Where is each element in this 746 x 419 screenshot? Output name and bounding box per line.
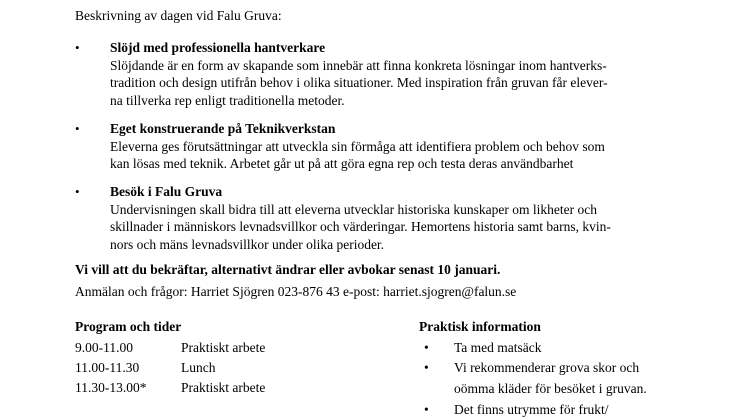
program-row — [75, 358, 216, 378]
program-time: 11.30-13.00* — [75, 380, 147, 395]
bullet-title: Slöjd med professionella hantverkare — [110, 40, 326, 55]
bullet-text-line: na tillverka rep enligt traditionella metoder. — [110, 92, 345, 108]
bullet-text-line: nors och mäns levnadsvillkor under olika perioder. — [110, 236, 385, 252]
bullet-marker: • — [75, 121, 80, 136]
program-activity: Praktiskt arbete — [181, 380, 266, 395]
bullet-text-line: Undervisningen skall bidra till att eleverna utvecklar historiska kunskaper om likheter och — [110, 201, 597, 217]
bullet-text-line: tradition och design utifrån behov i olika situationer. Med inspiration från gruvan får elever- — [110, 75, 608, 90]
bullet-marker: • — [424, 360, 429, 375]
practical-item-continued: oömma kläder för besöket i gruvan. — [454, 381, 647, 396]
program-time: 9.00-11.00 — [75, 340, 133, 355]
intro-heading: Beskrivning av dagen vid Falu Gruva: — [75, 8, 282, 23]
practical-item: Vi rekommenderar grova skor och — [454, 360, 640, 375]
program-activity: Praktiskt arbete — [181, 340, 266, 355]
bullet-item-besok — [110, 183, 670, 253]
bullet-text-line: skillnader i människors levnadsvillkor och värderingar. Hemortens historia samt barns, kvin- — [110, 219, 611, 234]
practical-item: Ta med matsäck — [454, 340, 542, 355]
bullet-text-line: kan lösas med teknik. Arbetet går ut på att göra egna rep och testa deras användbarhet — [110, 156, 574, 171]
bullet-title: Besök i Falu Gruva — [110, 184, 223, 199]
confirm-notice: Vi vill att du bekräftar, alternativt ändrar eller avbokar senast 10 januari. — [75, 262, 501, 277]
bullet-text-line: Eleverna ges förutsättningar att utveckla sin förmåga att identifiera problem och behov som — [110, 138, 605, 154]
bullet-marker: • — [75, 184, 80, 199]
bullet-marker: • — [424, 340, 429, 355]
program-row — [75, 338, 265, 358]
practical-heading: Praktisk information — [419, 319, 541, 334]
practical-item: Det finns utrymme för frukt/ — [454, 402, 609, 417]
contact-line: Anmälan och frågor: Harriet Sjögren 023-876 43 e-post: harriet.sjogren@falun.se — [75, 284, 517, 299]
bullet-item-slojd — [110, 39, 670, 109]
program-time: 11.00-11.30 — [75, 360, 140, 375]
bullet-marker: • — [424, 402, 429, 417]
bullet-title: Eget konstruerande på Teknikverkstan — [110, 121, 336, 136]
bullet-text-line: Slöjdande är en form av skapande som innebär att finna konkreta lösningar inom hantverks- — [110, 57, 607, 73]
program-heading: Program och tider — [75, 319, 182, 334]
bullet-item-teknik — [110, 120, 670, 173]
bullet-marker: • — [75, 40, 80, 55]
program-row — [75, 378, 265, 398]
program-activity: Lunch — [181, 360, 216, 375]
